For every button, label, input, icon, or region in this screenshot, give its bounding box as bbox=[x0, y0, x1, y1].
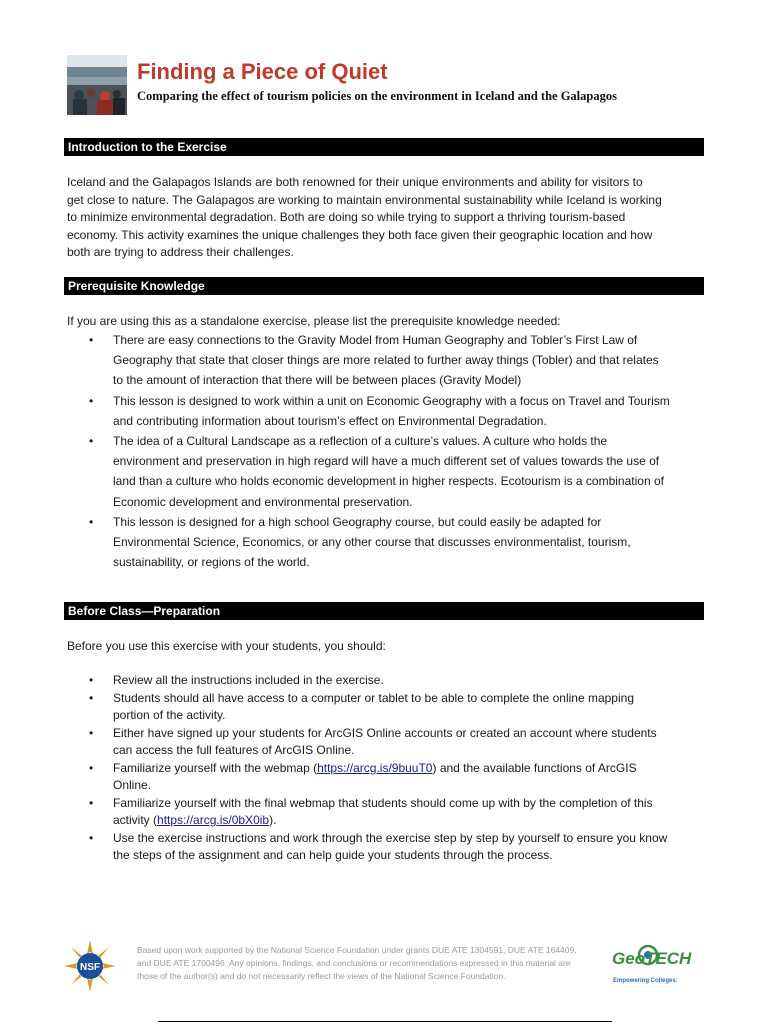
list-item: • Familiarize yourself with the webmap (https://arcg.is/9buuT0) and the available functions of ArcGIS Online. bbox=[67, 760, 703, 795]
intro-line: economy. This activity examines the unique challenges they both face given their geographic location and how bbox=[67, 227, 653, 242]
intro-line: Iceland and the Galapagos Islands are both renowned for their unique environments and ability for visitors to bbox=[67, 175, 643, 189]
section-heading-before-class: Before Class—Preparation bbox=[64, 602, 704, 620]
webmap-link[interactable]: https://arcg.is/9buuT0 bbox=[317, 760, 433, 775]
geotech-logo-text: GeoTECH bbox=[612, 949, 692, 968]
intro-line: to minimize environmental degradation. Both are doing so while trying to support a thriving tourism-based bbox=[67, 210, 626, 224]
list-item: • The idea of a Cultural Landscape as a reflection of a culture’s values. A culture who holds the environment and preservation in high regard will have a much different set of values towards the use of land than a culture who holds economic development in higher respects. Ecotourism is a combination of Economic development and environmental preservation. bbox=[67, 431, 703, 512]
section-heading-prerequisite: Prerequisite Knowledge bbox=[64, 277, 704, 295]
intro-line: both are trying to address their challenges. bbox=[67, 245, 294, 259]
geotech-tagline: Empowering Colleges: bbox=[613, 978, 678, 984]
header-photo bbox=[67, 55, 127, 115]
intro-paragraph bbox=[67, 174, 703, 262]
list-item: • This lesson is designed to work within a unit on Economic Geography with a focus on Travel and Tourism and contributing information about tourism’s effect on Environmental Degradation. bbox=[67, 391, 703, 431]
intro-line: get close to nature. The Galapagos are working to maintain environmental sustainability while Iceland is working bbox=[67, 192, 662, 207]
list-item: • Familiarize yourself with the final webmap that students should come up with by the completion of this activity (https://arcg.is/0bX0ib). bbox=[67, 795, 703, 830]
page-title: Finding a Piece of Quiet bbox=[137, 59, 388, 84]
list-item: • Review all the instructions included in the exercise. bbox=[67, 672, 703, 690]
before-lead: Before you use this exercise with your students, you should: bbox=[67, 639, 386, 653]
prereq-list bbox=[67, 330, 703, 572]
final-webmap-link[interactable]: https://arcg.is/0bX0ib bbox=[157, 813, 270, 827]
footer-disclaimer: Based upon work supported by the National Science Foundation under grants DUE ATE 1304591, DUE ATE 164409, and DUE ATE 1700496. Any opinions, findings, and conclusions or recommendations expressed in this material are those of the author(s) and do not necessarily reflect the views of the National Science Foundation. bbox=[137, 945, 577, 981]
prereq-lead: If you are using this as a standalone exercise, please list the prerequisite knowledge needed: bbox=[67, 314, 561, 328]
page-bottom-rule bbox=[158, 1021, 612, 1022]
list-item: • This lesson is designed for a high school Geography course, but could easily be adapted for Environmental Science, Economics, or any other course that discusses environmentalist, tourism, sustainability, or regions of the world. bbox=[67, 512, 703, 573]
list-item: • Either have signed up your students for ArcGIS Online accounts or created an account where students can access the full features of ArcGIS Online. bbox=[67, 725, 703, 760]
section-heading-introduction: Introduction to the Exercise bbox=[64, 138, 704, 156]
page-subtitle: Comparing the effect of tourism policies on the environment in Iceland and the Galapagos bbox=[137, 89, 617, 103]
nsf-logo bbox=[64, 940, 116, 992]
geotech-logo bbox=[610, 938, 692, 990]
list-item: • Students should all have access to a computer or tablet to be able to complete the online mapping portion of the activity. bbox=[67, 690, 703, 725]
list-item: • There are easy connections to the Gravity Model from Human Geography and Tobler’s First Law of Geography that state that closer things are more related to further away things (Tobler) and that relates to the amount of interaction that there will be between places (Gravity Model) bbox=[67, 330, 703, 391]
before-list bbox=[67, 672, 703, 865]
nsf-logo-text: NSF bbox=[80, 962, 100, 973]
list-item: • Use the exercise instructions and work through the exercise step by step by yourself to ensure you know the steps of the assignment and can help guide your students through the process. bbox=[67, 830, 703, 865]
